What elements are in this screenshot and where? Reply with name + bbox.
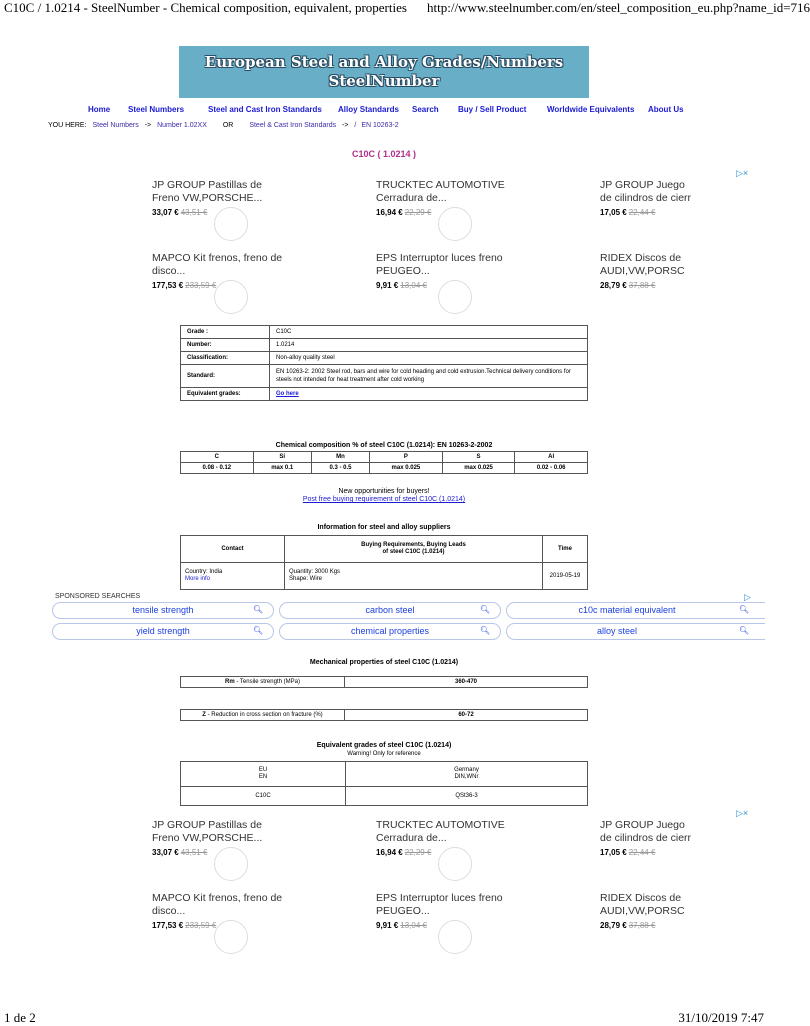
- table-row: [181, 339, 588, 352]
- mech-table-z: [180, 709, 588, 721]
- chem-value-si: max 0.1: [253, 463, 311, 474]
- search-icon: 🔍︎: [738, 605, 749, 614]
- ad-title: MAPCO Kit frenos, freno de disco...: [152, 252, 283, 277]
- search-icon: 🔍︎: [252, 605, 263, 614]
- ad-old-price: 37,88 €: [628, 281, 656, 290]
- number-value: 1.0214: [270, 339, 588, 352]
- ad-old-price: 233,59 €: [185, 281, 217, 290]
- search-icon: 🔍︎: [479, 626, 490, 635]
- equiv-header-germany-line2: DIN,WNr: [454, 774, 479, 780]
- chem-title: Chemical composition % of steel C10C (1.0214): EN 10263-2-2002: [275, 442, 493, 449]
- ad-price: 17,05 €: [600, 208, 627, 217]
- ad-image-placeholder: [438, 920, 472, 954]
- ad-card[interactable]: [152, 892, 292, 930]
- ad-old-price: 43,51 €: [180, 208, 208, 217]
- ad-image-placeholder: [438, 847, 472, 881]
- ad-old-price: 37,88 €: [628, 921, 656, 930]
- ad-card[interactable]: [600, 819, 696, 857]
- suppliers-table: [180, 535, 588, 590]
- buyer-promo: [0, 488, 768, 504]
- ad-card[interactable]: [152, 819, 292, 857]
- ad-price: 17,05 €: [600, 848, 627, 857]
- ad-price: 28,79 €: [600, 281, 627, 290]
- print-header-url: http://www.steelnumber.com/en/steel_composition_eu.php?name_id=716: [427, 0, 810, 15]
- sponsored-search-label: tensile strength: [132, 605, 194, 615]
- equiv-title: Equivalent grades of steel C10C (1.0214): [316, 742, 452, 749]
- number-key: Number:: [181, 339, 270, 352]
- ad-title: RIDEX Discos de AUDI,VW,PORSC: [600, 892, 685, 917]
- standard-key: Standard:: [181, 365, 270, 388]
- grade-info-table: [180, 325, 588, 401]
- print-header-title: C10C / 1.0214 - SteelNumber - Chemical composition, equivalent, properties: [4, 0, 407, 15]
- chem-header-al: Al: [515, 452, 588, 463]
- nav-steel-numbers[interactable]: Steel Numbers: [128, 105, 185, 114]
- ad-image-placeholder: [214, 207, 248, 241]
- breadcrumb: [48, 122, 399, 129]
- requirement-shape: Shape: Wire: [289, 576, 323, 582]
- ad-image-placeholder: [438, 280, 472, 314]
- requirement-date: 2019-05-19: [543, 563, 588, 590]
- sponsored-search-label: yield strength: [136, 626, 190, 636]
- nav-standards[interactable]: Steel and Cast Iron Standards: [208, 105, 322, 114]
- ad-card[interactable]: [600, 179, 696, 217]
- ad-image-placeholder: [214, 920, 248, 954]
- ad-price: 33,07 €: [152, 208, 179, 217]
- ad-old-price: 43,51 €: [180, 848, 208, 857]
- breadcrumb-arrow: ->: [342, 122, 349, 129]
- nav-about[interactable]: About Us: [648, 105, 684, 114]
- z-description: - Reduction in cross section on fracture (%): [205, 712, 323, 718]
- contact-header: Contact: [181, 536, 285, 563]
- breadcrumb-steel-numbers[interactable]: Steel Numbers: [92, 122, 139, 129]
- sponsored-search-label: c10c material equivalent: [578, 605, 676, 615]
- nav-buy-sell[interactable]: Buy / Sell Product: [458, 105, 527, 114]
- sponsored-search-label: carbon steel: [365, 605, 415, 615]
- ad-old-price: 22,44 €: [628, 208, 656, 217]
- table-row: [181, 787, 588, 806]
- ad-title: EPS Interruptor luces freno PEUGEO...: [376, 252, 503, 277]
- breadcrumb-or: OR: [222, 122, 234, 129]
- rm-symbol: Rm: [225, 679, 235, 685]
- equiv-value-eu: C10C: [181, 787, 346, 806]
- banner-subtitle: SteelNumber: [328, 72, 440, 90]
- more-info-link[interactable]: More info: [185, 576, 211, 582]
- equiv-header-eu: [181, 762, 346, 787]
- equiv-table: [180, 761, 588, 806]
- sponsored-search-label: chemical properties: [350, 626, 430, 636]
- equiv-header-germany-line1: Germany: [454, 767, 479, 773]
- ad-card[interactable]: [152, 179, 292, 217]
- ad-old-price: 22,29 €: [404, 848, 432, 857]
- equiv-header-germany: [346, 762, 588, 787]
- requirements-header-line1: Buying Requirements, Buying Leads: [361, 542, 466, 548]
- grade-title: C10C ( 1.0214 ): [351, 149, 417, 159]
- ad-title: MAPCO Kit frenos, freno de disco...: [152, 892, 283, 917]
- z-symbol: Z: [202, 712, 206, 718]
- ad-card[interactable]: [152, 252, 292, 290]
- chem-value-c: 0.08 - 0.12: [181, 463, 254, 474]
- search-icon: 🔍︎: [252, 626, 263, 635]
- chem-header-si: Si: [253, 452, 311, 463]
- nav-equivalents[interactable]: Worldwide Equivalents: [547, 105, 635, 114]
- ad-old-price: 13,04 €: [400, 281, 427, 290]
- breadcrumb-label: YOU HERE:: [48, 122, 87, 129]
- sponsored-search-yield-strength[interactable]: [52, 623, 274, 640]
- ad-card[interactable]: [376, 892, 516, 930]
- ad-image-placeholder: [214, 280, 248, 314]
- search-icon: 🔍︎: [479, 605, 490, 614]
- table-row: [181, 677, 588, 688]
- z-value: 60-72: [345, 710, 588, 721]
- equiv-header-eu-line1: EU: [258, 767, 268, 773]
- z-label: [181, 710, 345, 721]
- adchoices-icon[interactable]: ▷: [744, 592, 751, 602]
- sponsored-search-carbon-steel[interactable]: [279, 602, 501, 619]
- chem-header-mn: Mn: [311, 452, 369, 463]
- mech-table-rm: [180, 676, 588, 688]
- ad-card[interactable]: [600, 252, 696, 290]
- suppliers-title: Information for steel and alloy suppliers: [317, 524, 451, 531]
- ad-old-price: 22,29 €: [404, 208, 432, 217]
- table-row: [181, 762, 588, 787]
- nav-home[interactable]: Home: [88, 105, 111, 114]
- equivalent-key: Equivalent grades:: [181, 388, 270, 401]
- ad-title: JP GROUP Juego de cilindros de cierr: [600, 179, 692, 204]
- print-footer-page: 1 de 2: [4, 1010, 36, 1025]
- table-row: [181, 536, 588, 563]
- ad-price: 33,07 €: [152, 848, 179, 857]
- table-row: [181, 352, 588, 365]
- equiv-value-germany: QSt36-3: [346, 787, 588, 806]
- classification-key: Classification:: [181, 352, 270, 365]
- rm-description: - Tensile strength (MPa): [234, 679, 300, 685]
- main-nav: [0, 105, 768, 117]
- chem-value-mn: 0.3 - 0.5: [311, 463, 369, 474]
- chem-value-s: max 0.025: [442, 463, 515, 474]
- banner-title: European Steel and Alloy Grades/Numbers: [204, 53, 564, 71]
- post-buying-requirement-link[interactable]: Post free buying requirement of steel C10C (1.0214): [302, 496, 466, 503]
- table-row: [181, 326, 588, 339]
- ad-title: EPS Interruptor luces freno PEUGEO...: [376, 892, 503, 917]
- ad-price: 177,53 €: [152, 281, 184, 290]
- ad-price: 16,94 €: [376, 208, 403, 217]
- buyer-promo-text: New opportunities for buyers!: [338, 488, 430, 495]
- chem-value-p: max 0.025: [370, 463, 443, 474]
- nav-alloy[interactable]: Alloy Standards: [338, 105, 399, 114]
- breadcrumb-standards[interactable]: Steel & Cast Iron Standards: [249, 122, 337, 129]
- ad-old-price: 233,59 €: [185, 921, 217, 930]
- print-footer-datetime: 31/10/2019 7:47: [678, 1010, 764, 1025]
- breadcrumb-arrow: ->: [144, 122, 152, 129]
- classification-value: Non-alloy quality steel: [270, 352, 588, 365]
- breadcrumb-number-group[interactable]: Number 1.02XX: [157, 122, 207, 129]
- ad-title: JP GROUP Juego de cilindros de cierr: [600, 819, 692, 844]
- table-row: [181, 710, 588, 721]
- ad-title: TRUCKTEC AUTOMOTIVE Cerradura de...: [376, 819, 505, 844]
- ad-card[interactable]: [376, 179, 516, 217]
- sponsored-searches-label: SPONSORED SEARCHES: [55, 593, 141, 600]
- table-row: [181, 388, 588, 401]
- ad-card[interactable]: [376, 252, 516, 290]
- requirement-quantity: Quantity: 3000 Kgs: [289, 569, 341, 575]
- sponsored-search-alloy-steel[interactable]: [506, 623, 765, 640]
- standard-value: EN 10263-2: 2002 Steel rod, bars and wire for cold heading and cold extrusion.Technical delivery conditions for steels not intended for heat treatment after cold working: [270, 365, 588, 388]
- mech-title: Mechanical properties of steel C10C (1.0214): [309, 659, 459, 666]
- sponsored-search-c10c-equivalent[interactable]: [506, 602, 765, 619]
- ad-card[interactable]: [600, 892, 696, 930]
- sponsored-search-tensile-strength[interactable]: [52, 602, 274, 619]
- ad-image-placeholder: [438, 207, 472, 241]
- ad-price: 9,91 €: [376, 281, 399, 290]
- ad-price: 9,91 €: [376, 921, 399, 930]
- chem-table: [180, 451, 588, 474]
- requirements-header-line2: of steel C10C (1.0214): [382, 549, 445, 555]
- adchoices-icon[interactable]: ▷×: [736, 808, 749, 818]
- ad-title: RIDEX Discos de AUDI,VW,PORSC: [600, 252, 685, 277]
- chem-header-s: S: [442, 452, 515, 463]
- table-row: [181, 463, 588, 474]
- contact-country: Country: India: [185, 569, 223, 575]
- ad-price: 177,53 €: [152, 921, 184, 930]
- ad-old-price: 22,44 €: [628, 848, 656, 857]
- time-header: Time: [543, 536, 588, 563]
- requirements-header: [285, 536, 543, 563]
- site-banner[interactable]: [179, 46, 589, 98]
- breadcrumb-slash: /: [354, 122, 357, 129]
- breadcrumb-en-standard[interactable]: EN 10263-2: [361, 122, 399, 129]
- contact-cell: [181, 563, 285, 590]
- equivalent-go-here-link[interactable]: Go here: [276, 391, 299, 397]
- nav-search[interactable]: Search: [412, 105, 439, 114]
- table-row: [181, 365, 588, 388]
- equiv-header-eu-line2: EN: [258, 774, 268, 780]
- grade-key: Grade :: [181, 326, 270, 339]
- grade-value: C10C: [270, 326, 588, 339]
- rm-value: 360-470: [345, 677, 588, 688]
- chem-header-p: P: [370, 452, 443, 463]
- table-row: [181, 563, 588, 590]
- sponsored-search-label: alloy steel: [596, 626, 638, 636]
- ad-image-placeholder: [214, 847, 248, 881]
- ad-old-price: 13,04 €: [400, 921, 427, 930]
- equiv-warning: Warning! Only for reference: [347, 751, 421, 757]
- ad-title: JP GROUP Pastillas de Freno VW,PORSCHE...: [152, 179, 263, 204]
- search-icon: 🔍︎: [738, 626, 749, 635]
- sponsored-search-chemical-properties[interactable]: [279, 623, 501, 640]
- ad-title: TRUCKTEC AUTOMOTIVE Cerradura de...: [376, 179, 505, 204]
- adchoices-icon[interactable]: ▷×: [736, 168, 749, 178]
- ad-title: JP GROUP Pastillas de Freno VW,PORSCHE...: [152, 819, 263, 844]
- ad-card[interactable]: [376, 819, 516, 857]
- chem-value-al: 0.02 - 0.06: [515, 463, 588, 474]
- requirement-cell: [285, 563, 543, 590]
- rm-label: [181, 677, 345, 688]
- chem-header-c: C: [181, 452, 254, 463]
- ad-price: 16,94 €: [376, 848, 403, 857]
- table-row: [181, 452, 588, 463]
- ad-price: 28,79 €: [600, 921, 627, 930]
